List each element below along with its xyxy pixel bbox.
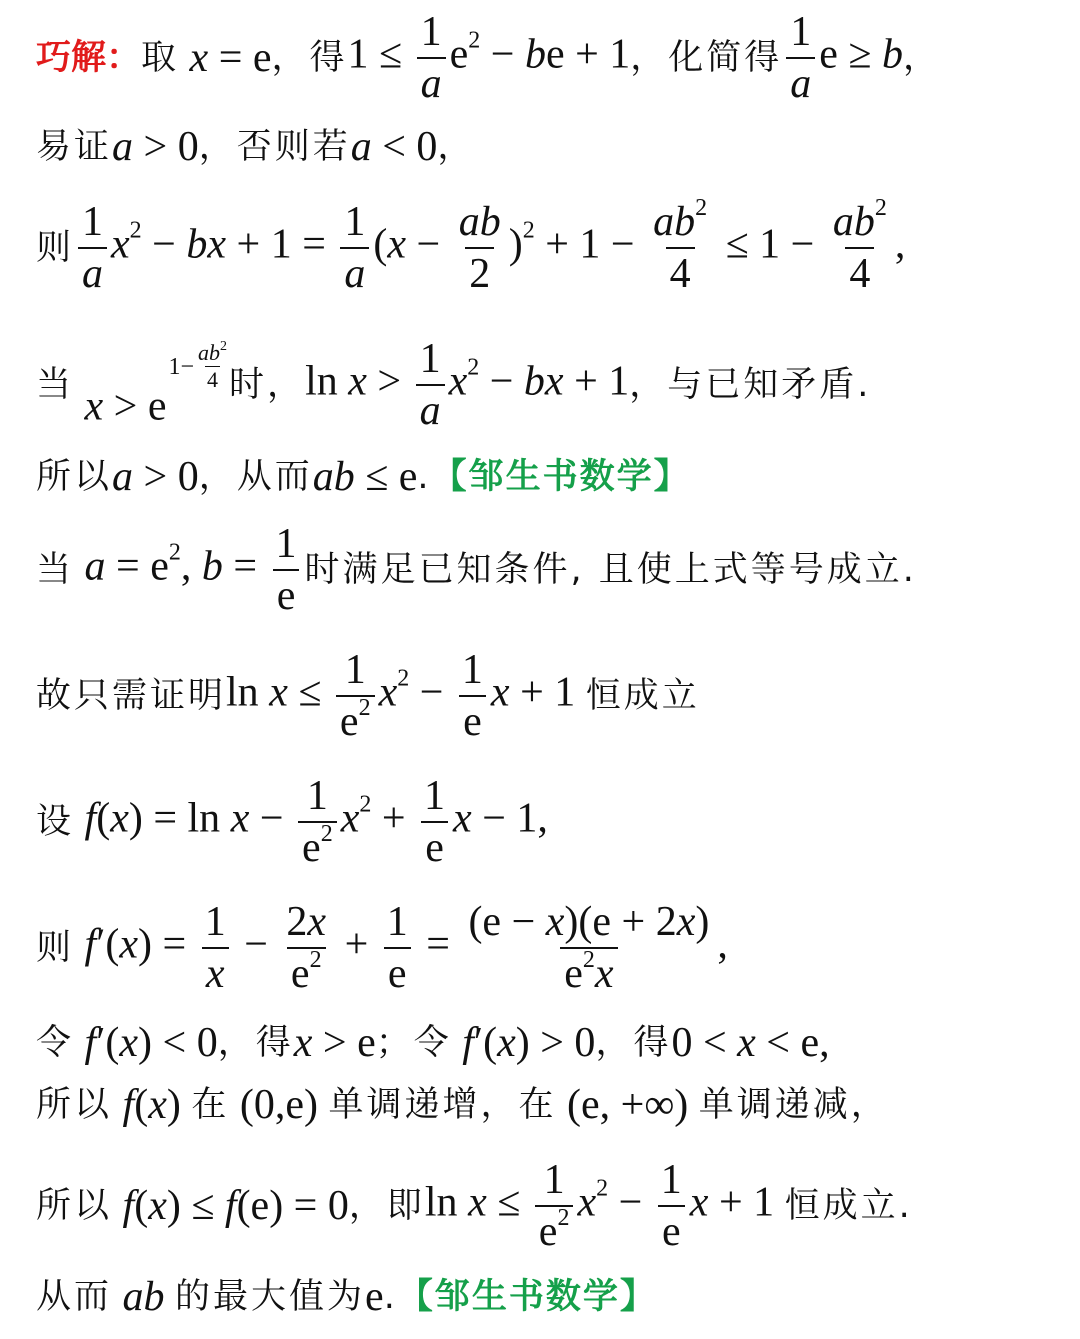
formula: $\frac{1}{a}$ e ≥ b (782, 11, 903, 105)
formula: e (365, 1274, 384, 1320)
formula: f′(x) > 0 (462, 1020, 596, 1066)
text: . (417, 456, 432, 497)
text: 的最大值为 (175, 1276, 366, 1317)
formula: ab (122, 1274, 165, 1320)
line-6 (36, 514, 1060, 626)
text: 所以 (36, 456, 113, 497)
formula: f(x) = ln x − $\frac{1}{e^2}$ $x^2$ + $\frac{1}{e}$ x − 1, (84, 773, 548, 871)
author-tag: 【邹生书数学】 (431, 456, 691, 497)
text: 恒成立. (784, 1185, 913, 1226)
line-7 (36, 640, 1060, 752)
text: 则 (36, 927, 75, 968)
formula: 1 ≤ $\frac{1}{a}$ $e^2$ − be + 1 (347, 9, 631, 107)
text: 恒成立 (585, 675, 700, 716)
solution-label: 巧解： (36, 37, 142, 78)
text: ，化简得 (630, 37, 783, 78)
formula: a > 0 (112, 124, 199, 170)
line-10 (36, 1018, 1060, 1068)
text: ，从而 (198, 456, 313, 497)
text: ，即 (348, 1185, 425, 1226)
formula: a > 0 (112, 454, 199, 500)
formula: f′(x) < 0 (84, 1020, 218, 1066)
text: 故只需证明 (36, 675, 227, 716)
formula: (0,e) (229, 1082, 329, 1128)
formula: ab ≤ e (312, 454, 418, 500)
formula: f(x) (122, 1082, 192, 1128)
line-13 (36, 1272, 1060, 1322)
text: 当 (36, 364, 75, 405)
text: 令 (36, 1022, 75, 1063)
text: ， (437, 126, 476, 167)
line-12 (36, 1150, 1060, 1262)
formula: x = e (189, 35, 272, 81)
line-4 (36, 326, 1060, 444)
formula: $a = e^2$, b = $\frac{1}{e}$ (74, 523, 305, 617)
formula: x > e1− $\frac{ab^2}{4}$ (84, 339, 228, 430)
formula: ln x ≤ $\frac{1}{e^2}$ $x^2$ − $\frac{1}{e}$ x + 1 (226, 647, 586, 745)
line-8 (36, 766, 1060, 878)
formula: ln x ≤ $\frac{1}{e^2}$ $x^2$ − $\frac{1}{e}$ x + 1 (424, 1157, 785, 1255)
text: 单调递减， (698, 1084, 889, 1125)
text: 所以 (36, 1185, 113, 1226)
text: 设 (36, 801, 75, 842)
text: 单调递增，在 (328, 1084, 557, 1125)
formula: 0 < x < e, (671, 1020, 830, 1066)
text: 易证 (36, 126, 113, 167)
line-9 (36, 892, 1060, 1004)
text: ， (902, 37, 941, 78)
text: 当 (36, 549, 75, 590)
line-3 (36, 192, 1060, 304)
text: 所以 (36, 1084, 113, 1125)
text: ；令 (375, 1022, 452, 1063)
text: ，得 (217, 1022, 294, 1063)
text: ，得 (595, 1022, 672, 1063)
formula: f(x) ≤ f(e) = 0 (122, 1183, 349, 1229)
text: 时满足已知条件, 且使上式等号成立. (304, 549, 917, 590)
text: 时， (229, 364, 306, 405)
text: ，与已知矛盾. (629, 364, 872, 405)
formula: ln x > $\frac{1}{a}$ $x^2$ − bx + 1 (305, 336, 630, 434)
text: 取 (141, 37, 180, 78)
text: 则 (36, 227, 75, 268)
line-2 (36, 122, 1060, 172)
line-11 (36, 1080, 1060, 1130)
formula: f′(x) = $\frac{1}{x}$ − $\frac{2x}{e^2}$ + $\frac{1}{e}$ = $\frac{(e - x)(e + 2x)}{e^2x}$ , (84, 899, 728, 997)
text: 在 (191, 1084, 230, 1125)
formula: $\frac{1}{a}$ $x^2$ − bx + 1 = $\frac{1}{a}$ (x − $\frac{ab}{2}$ )$^2$ + 1 − $\frac{ab^2}{4}$ ≤ 1 − $\frac{ab^2}{4}$ , (74, 201, 905, 295)
text: ，得 (271, 37, 348, 78)
formula: x > e (293, 1020, 376, 1066)
author-tag: 【邹生书数学】 (397, 1276, 657, 1317)
line-5 (36, 452, 1060, 502)
text: ，否则若 (198, 126, 351, 167)
formula: a < 0 (350, 124, 438, 170)
formula: (e, +∞) (556, 1082, 699, 1128)
text: . (383, 1276, 398, 1317)
text: 从而 (36, 1276, 113, 1317)
line-1 (36, 6, 1060, 110)
